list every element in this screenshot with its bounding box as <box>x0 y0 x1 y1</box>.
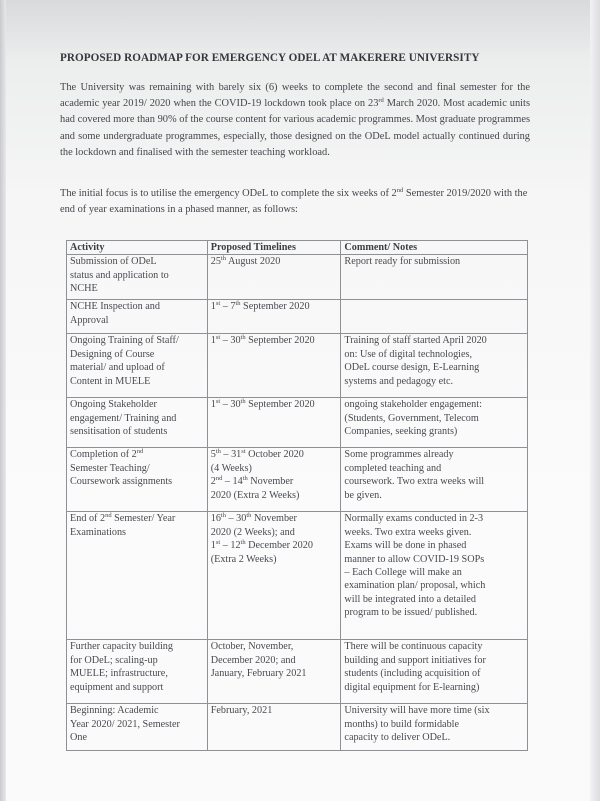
cell-text-line: equipment and support <box>70 681 164 693</box>
cell-text-line: program to be issued/ published. <box>344 607 478 619</box>
table-row <box>67 512 528 640</box>
cell-text-line: engagement/ Training and <box>70 412 177 424</box>
notes-cell <box>341 300 528 334</box>
document-title: PROPOSED ROADMAP FOR EMERGENCY ODEL AT MAKERERE UNIVERSITY <box>60 52 480 64</box>
ordinal-suffix: nd <box>136 448 144 456</box>
timeline-cell <box>207 398 341 448</box>
timeline-cell <box>207 255 341 300</box>
header-activity: Activity <box>67 241 208 255</box>
cell-text-line: months) to build formidable <box>344 718 460 730</box>
cell-text-line: capacity to deliver ODeL. <box>344 732 451 744</box>
cell-text-line: Year 2020/ 2021, Semester <box>70 718 180 730</box>
table-row <box>67 448 528 512</box>
header-notes: Comment/ Notes <box>341 241 528 255</box>
notes-cell <box>341 704 528 751</box>
cell-text-line: 5th – 31st October 2020 <box>210 448 304 461</box>
cell-text-line: Content in MUELE <box>70 375 151 387</box>
ordinal-suffix: th <box>220 255 226 263</box>
paragraph-text: March 2020. Most academic units had covered more than 90% of the course content for various academic programmes. Most graduate programmes and some undergraduate programmes, especially, those designed on the ODeL model actually continued during the lockdown and finalised with the semester teaching workload. <box>60 98 530 158</box>
cell-text-line: MUELE; infrastructure, <box>70 668 168 680</box>
table-row <box>67 300 528 334</box>
cell-text-line: (Extra 2 Weeks) <box>210 553 277 565</box>
cell-text-line: ongoing stakeholder engagement: <box>344 399 482 411</box>
ordinal-suffix: st <box>215 398 221 406</box>
cell-text-line: University will have more time (six <box>344 705 490 717</box>
cell-text-line: Coursework assignments <box>70 476 173 488</box>
ordinal-suffix: th <box>215 448 221 456</box>
cell-text-line: building and support initiatives for <box>344 654 486 666</box>
timeline-cell <box>207 640 341 704</box>
cell-text-line: examination plan/ proposal, which <box>344 580 486 592</box>
cell-text-line: Beginning: Academic <box>70 705 159 717</box>
header-timelines: Proposed Timelines <box>207 241 341 255</box>
cell-text-line: completed teaching and <box>344 462 442 474</box>
cell-text-line: Ongoing Stakeholder <box>70 399 157 411</box>
cell-text-line: NCHE <box>70 283 98 295</box>
intro-paragraph <box>60 80 530 161</box>
ordinal-suffix: th <box>240 539 246 547</box>
cell-text-line: sensitisation of students <box>70 426 168 438</box>
ordinal-suffix: th <box>240 398 246 406</box>
activity-cell <box>67 640 208 704</box>
table-row <box>67 704 528 751</box>
timeline-cell <box>207 704 341 751</box>
cell-text-line: 2020 (Extra 2 Weeks) <box>210 489 300 501</box>
cell-text-line: for ODeL; scaling-up <box>70 654 158 666</box>
notes-cell <box>341 640 528 704</box>
cell-text-line: October, November, <box>210 641 294 653</box>
cell-text-line: Designing of Course <box>70 348 155 360</box>
activity-cell <box>67 512 208 640</box>
ordinal-suffix: nd <box>215 475 223 483</box>
ordinal-suffix: rd <box>378 97 384 105</box>
timeline-cell <box>207 300 341 334</box>
cell-text-line: 1st – 12th December 2020 <box>210 539 313 552</box>
cell-text-line: students (including acquisition of <box>344 668 481 680</box>
ordinal-suffix: th <box>242 475 248 483</box>
notes-cell <box>341 448 528 512</box>
activity-cell <box>67 448 208 512</box>
cell-text-line: February, 2021 <box>210 705 273 717</box>
paragraph-text: The University was remaining with barely six (6) weeks to complete the second and final semester for the academic year 2019/ 2020 when the COVID-19 lockdown took place on 23 <box>60 82 530 110</box>
ordinal-suffix: nd <box>396 187 404 194</box>
cell-text-line: weeks. Two extra weeks given. <box>344 526 472 538</box>
ordinal-suffix: th <box>246 512 252 520</box>
cell-text-line: Training of staff started April 2020 <box>344 335 487 347</box>
ordinal-suffix: st <box>241 448 246 456</box>
cell-text-line: 2nd – 14th November <box>210 475 294 488</box>
cell-text-line: (Students, Government, Telecom <box>344 412 479 424</box>
cell-text-line: 1st – 30th September 2020 <box>210 334 315 347</box>
timeline-cell <box>207 512 341 640</box>
focus-paragraph <box>60 186 530 218</box>
photo-edge-right <box>590 0 600 801</box>
cell-text-line: Approval <box>70 314 109 326</box>
cell-text-line: NCHE Inspection and <box>70 301 160 313</box>
cell-text-line: – Each College will make an <box>344 567 462 579</box>
paragraph-text: The initial focus is to utilise the emergency ODeL to complete the six weeks of 2 <box>60 188 397 199</box>
cell-text-line: Ongoing Training of Staff/ <box>70 335 179 347</box>
cell-text-line: Completion of 2nd <box>70 448 144 461</box>
ordinal-suffix: nd <box>105 512 112 520</box>
ordinal-suffix: th <box>240 334 246 342</box>
photo-edge-left <box>0 0 6 801</box>
table-row <box>67 398 528 448</box>
notes-cell <box>341 398 528 448</box>
cell-text-line: ODeL course design, E-Learning <box>344 362 480 374</box>
ordinal-suffix: st <box>215 334 221 342</box>
cell-text-line: be given. <box>344 489 382 501</box>
cell-text-line: January, February 2021 <box>210 668 307 680</box>
cell-text-line: coursework. Two extra weeks will <box>344 476 485 488</box>
roadmap-table <box>66 240 528 751</box>
cell-text-line: Examinations <box>70 526 127 538</box>
ordinal-suffix: th <box>220 512 226 520</box>
cell-text-line: Companies, seeking grants) <box>344 426 458 438</box>
activity-cell <box>67 398 208 448</box>
ordinal-suffix: th <box>235 300 241 308</box>
cell-text-line: (4 Weeks) <box>210 462 252 474</box>
table-header-row <box>67 241 528 255</box>
cell-text-line: status and application to <box>70 269 169 281</box>
cell-text-line: manner to allow COVID-19 SOPs <box>344 553 485 565</box>
cell-text-line: Exams will be done in phased <box>344 540 467 552</box>
ordinal-suffix: st <box>215 300 221 308</box>
notes-cell <box>341 512 528 640</box>
timeline-cell <box>207 448 341 512</box>
table-body <box>67 255 528 751</box>
cell-text-line: December 2020; and <box>210 654 296 666</box>
cell-text-line: End of 2nd Semester/ Year <box>70 512 176 525</box>
activity-cell <box>67 704 208 751</box>
table-row <box>67 334 528 398</box>
cell-text-line: Further capacity building <box>70 641 173 653</box>
cell-text-line: 16th – 30th November <box>210 512 297 525</box>
activity-cell <box>67 255 208 300</box>
notes-cell <box>341 255 528 300</box>
cell-text-line: One <box>70 732 87 744</box>
cell-text-line: 1st – 7th September 2020 <box>210 300 310 313</box>
paragraph-text: Semester 2019/2020 with the end of year examinations in a phased manner, as follows: <box>60 188 528 216</box>
cell-text-line: Submission of ODeL <box>70 256 157 268</box>
cell-text-line: 1st – 30th September 2020 <box>210 398 315 411</box>
cell-text-line: Semester Teaching/ <box>70 462 150 474</box>
activity-cell <box>67 300 208 334</box>
cell-text-line: material/ and upload of <box>70 362 165 374</box>
cell-text-line: will be integrated into a detailed <box>344 593 476 605</box>
cell-text-line: Some programmes already <box>344 449 454 461</box>
table-row <box>67 255 528 300</box>
cell-text-line: Normally exams conducted in 2-3 <box>344 513 484 525</box>
ordinal-suffix: st <box>215 539 221 547</box>
activity-cell <box>67 334 208 398</box>
table-row <box>67 640 528 704</box>
cell-text-line: 25th August 2020 <box>210 255 281 268</box>
notes-cell <box>341 334 528 398</box>
cell-text-line: systems and pedagogy etc. <box>344 375 454 387</box>
timeline-cell <box>207 334 341 398</box>
cell-text-line: 2020 (2 Weeks); and <box>210 526 295 538</box>
cell-text-line: There will be continuous capacity <box>344 641 483 653</box>
cell-text-line: Report ready for submission <box>344 256 461 268</box>
cell-text-line: on: Use of digital technologies, <box>344 348 473 360</box>
cell-text-line: digital equipment for E-learning) <box>344 681 480 693</box>
